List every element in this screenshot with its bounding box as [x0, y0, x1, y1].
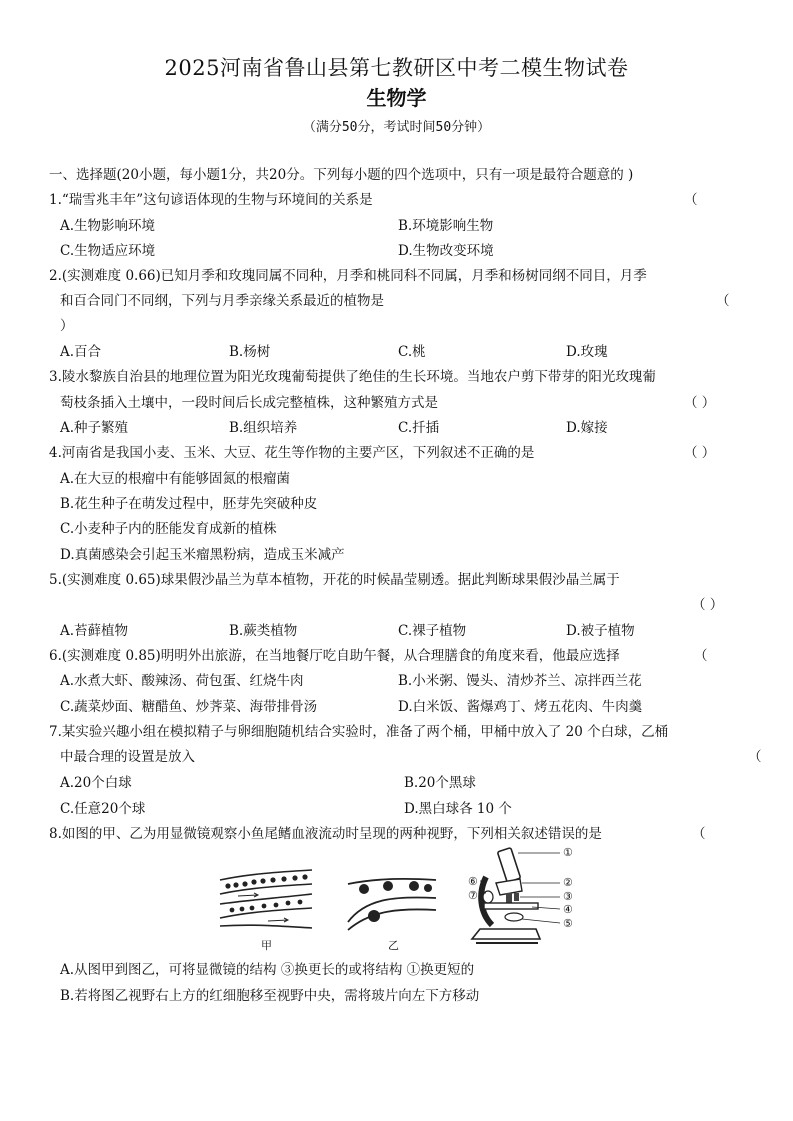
q3-option-b: B.组织培养 — [229, 420, 298, 436]
q1-answer-paren: （ — [684, 192, 698, 208]
q8-option-a: A.从图甲到图乙，可将显微镜的结构 ③换更长的或将结构 ①换更短的 — [60, 962, 475, 978]
q4-stem: 4.河南省是我国小麦、玉米、大豆、花生等作物的主要产区，下列叙述不正确的是 — [49, 445, 535, 461]
microscope-label-1: ① — [563, 846, 573, 859]
page-subtitle: 生物学 — [366, 86, 427, 110]
q5-option-b: B.蕨类植物 — [229, 623, 298, 639]
q2-option-c: C.桃 — [398, 344, 426, 360]
exam-note: （满分50分，考试时间50分钟） — [302, 120, 491, 135]
microscope-label-5: ⑤ — [563, 917, 573, 930]
q3-option-a: A.种子繁殖 — [60, 420, 129, 436]
microscope-label-6: ⑥ — [468, 875, 478, 888]
microscope-label-3: ③ — [563, 890, 573, 903]
q7-stem-line2: 中最合理的设置是放入 — [60, 749, 195, 765]
q6-option-d: D.白米饭、酱爆鸡丁、烤五花肉、牛肉羹 — [398, 699, 643, 715]
q7-option-b: B.20个黑球 — [404, 775, 476, 791]
q7-option-a: A.20个白球 — [60, 775, 132, 791]
q3-option-d: D.嫁接 — [566, 420, 608, 436]
q4-answer-paren: （ ） — [684, 445, 716, 461]
q7-answer-paren: （ — [748, 749, 762, 765]
blood-vessel-branching-illustration — [218, 868, 314, 936]
q1-option-d: D.生物改变环境 — [398, 243, 494, 259]
microscope-label-7: ⑦ — [468, 889, 478, 902]
q2-option-a: A.百合 — [60, 344, 102, 360]
q2-option-d: D.玫瑰 — [566, 344, 608, 360]
q7-stem-line1: 7.某实验兴趣小组在模拟精子与卵细胞随机结合实验时，准备了两个桶，甲桶中放入了 20 个白球，乙桶 — [49, 724, 669, 740]
figure-yi — [346, 868, 438, 936]
q8-option-b: B.若将图乙视野右上方的红细胞移至视野中央，需将玻片向左下方移动 — [60, 988, 480, 1004]
q3-option-c: C.扦插 — [398, 420, 440, 436]
q2-answer-paren-close: ） — [60, 318, 74, 334]
q5-answer-paren: （ ） — [692, 597, 724, 613]
q6-stem: 6.(实测难度 0.85)明明外出旅游，在当地餐厅吃自助午餐，从合理膳食的角度来看，他最应选择 — [49, 648, 620, 664]
q7-option-d: D.黑白球各 10 个 — [404, 801, 512, 817]
capillary-illustration — [346, 868, 438, 936]
section-heading: 一、选择题(20小题，每小题1分，共20分。下列每小题的四个选项中，只有一项是最符合题意的 ) — [49, 167, 634, 183]
q1-stem: 1.“瑞雪兆丰年”这句谚语体现的生物与环境间的关系是 — [49, 192, 373, 208]
figure-jia-label: 甲 — [261, 939, 272, 952]
q4-option-a: A.在大豆的根瘤中有能够固氮的根瘤菌 — [60, 471, 291, 487]
q7-option-c: C.任意20个球 — [60, 801, 146, 817]
q8-stem: 8.如图的甲、乙为用显微镜观察小鱼尾鳍血液流动时呈现的两种视野，下列相关叙述错误的是 — [49, 826, 602, 842]
figure-yi-label: 乙 — [388, 939, 399, 952]
q2-stem-line1: 2.(实测难度 0.66)已知月季和玫瑰同属不同种，月季和桃同科不同属，月季和杨树同纲不同目，月季 — [49, 268, 647, 284]
q5-option-c: C.裸子植物 — [398, 623, 467, 639]
q6-answer-paren: （ — [694, 648, 708, 664]
q4-option-b: B.花生种子在萌发过程中，胚芽先突破种皮 — [60, 496, 318, 512]
microscope-label-4: ④ — [563, 903, 573, 916]
q1-option-a: A.生物影响环境 — [60, 218, 156, 234]
q6-option-a: A.水煮大虾、酸辣汤、荷包蛋、红烧牛肉 — [60, 673, 304, 689]
q8-answer-paren: （ — [692, 826, 706, 842]
q1-option-c: C.生物适应环境 — [60, 243, 156, 259]
q4-option-d: D.真菌感染会引起玉米瘤黑粉病，造成玉米减产 — [60, 547, 345, 563]
q5-stem: 5.(实测难度 0.65)球果假沙晶兰为草本植物，开花的时候晶莹剔透。据此判断球果假沙晶兰属于 — [49, 572, 620, 588]
q3-stem-line2: 萄枝条插入土壤中，一段时间后长成完整植株，这种繁殖方式是 — [60, 395, 438, 411]
q2-option-b: B.杨树 — [229, 344, 271, 360]
q6-option-c: C.蔬菜炒面、糖醋鱼、炒荠菜、海带排骨汤 — [60, 699, 318, 715]
q3-answer-paren: （ ） — [684, 395, 716, 411]
q4-option-c: C.小麦种子内的胚能发育成新的植株 — [60, 521, 277, 537]
q5-option-d: D.被子植物 — [566, 623, 635, 639]
q3-stem-line1: 3.陵水黎族自治县的地理位置为阳光玫瑰葡萄提供了绝佳的生长环境。当地农户剪下带芽的阳光玫瑰葡 — [49, 369, 656, 385]
q6-option-b: B.小米粥、馒头、清炒芥兰、凉拌西兰花 — [398, 673, 642, 689]
q1-option-b: B.环境影响生物 — [398, 218, 494, 234]
page-title: 2025河南省鲁山县第七教研区中考二模生物试卷 — [164, 56, 629, 80]
microscope-label-2: ② — [563, 876, 573, 889]
q2-answer-paren: （ — [716, 293, 730, 309]
q5-option-a: A.苔藓植物 — [60, 623, 129, 639]
q2-stem-line2: 和百合同门不同纲，下列与月季亲缘关系最近的植物是 — [60, 293, 384, 309]
figure-jia — [218, 868, 314, 936]
